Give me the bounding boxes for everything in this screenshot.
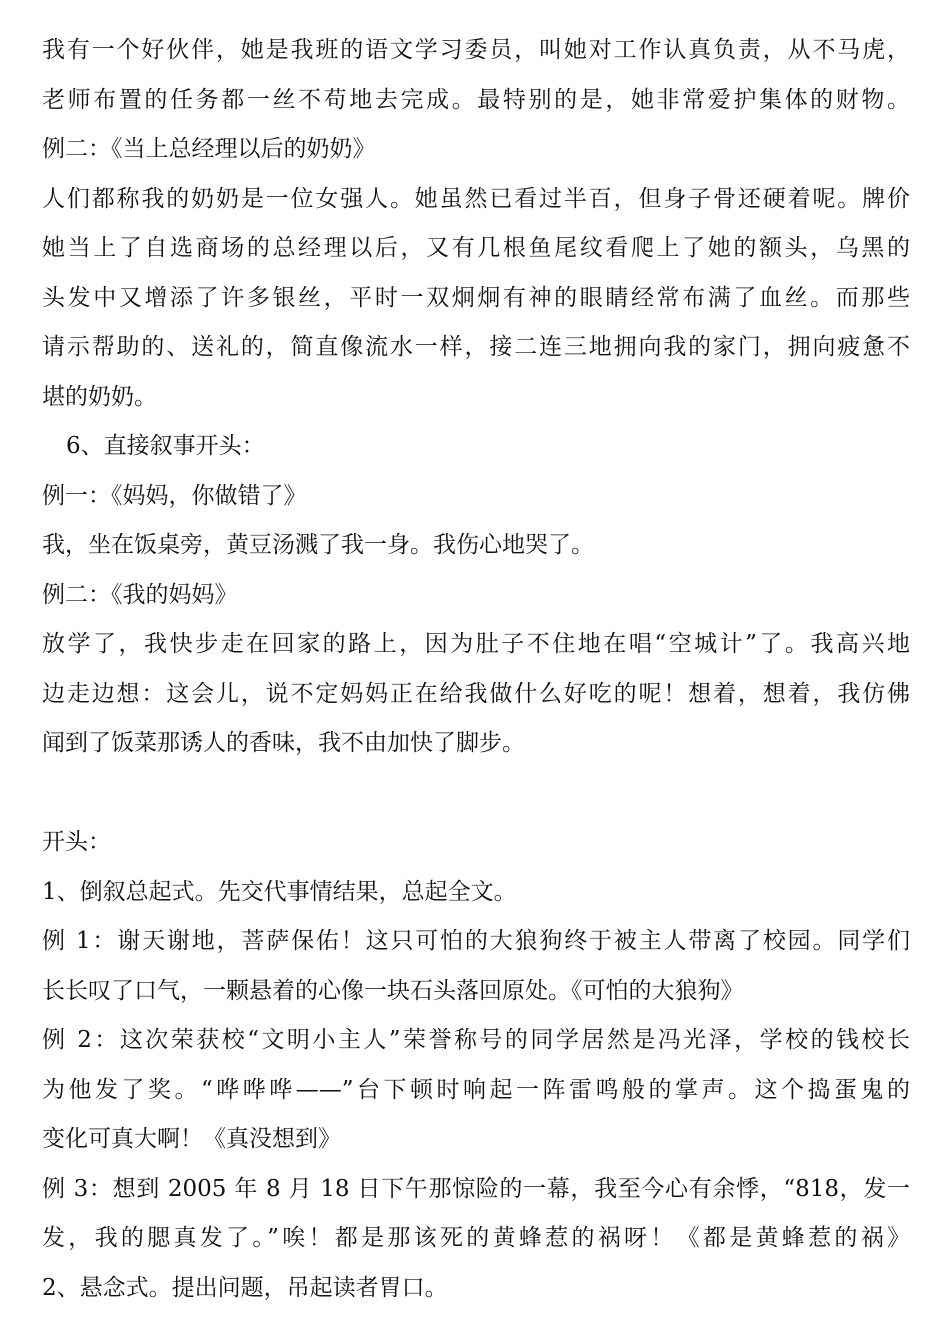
text-line: 例二：《当上总经理以后的奶奶》 [42, 136, 376, 162]
text-line: 1、倒叙总起式。先交代事情结果，总起全文。 [42, 878, 517, 905]
text-line: 堪的奶奶。 [42, 383, 157, 410]
text-line: 闻到了饭菜那诱人的香味，我不由加快了脚步。 [42, 730, 525, 756]
text-line: 变化可真大啊！《真没想到》 [42, 1126, 341, 1152]
text-line: 边走边想：这会儿，说不定妈妈正在给我做什么好吃的呢！想着，想着，我仿佛 [42, 680, 910, 707]
text-line: 例一：《妈妈，你做错了》 [42, 482, 307, 509]
text-line: 例二：《我的妈妈》 [42, 581, 238, 608]
text-line: 例 2：这次荣获校“文明小主人”荣誉称号的同学居然是冯光泽，学校的钱校长 [42, 1027, 910, 1053]
text-line: 长长叹了口气，一颗悬着的心像一块石头落回原处。《可怕的大狼狗》 [42, 977, 744, 1004]
text-line: 放学了，我快步走在回家的路上，因为肚子不住地在唱“空城计”了。我高兴地 [42, 631, 910, 657]
text-line: 例 1：谢天谢地，菩萨保佑！这只可怕的大狼狗终于被主人带离了校园。同学们 [42, 928, 910, 954]
text-line: 2、悬念式。提出问题，吊起读者胃口。 [42, 1274, 448, 1301]
text-line: 头发中又增添了许多银丝，平时一双炯炯有神的眼睛经常布满了血丝。而那些 [42, 284, 910, 311]
text-line: 发，我的腮真发了。”唉！都是那该死的黄蜂惹的祸呀！《都是黄蜂惹的祸》 [42, 1225, 910, 1251]
text-line: 6、直接叙事开头： [66, 433, 265, 459]
text-line: 人们都称我的奶奶是一位女强人。她虽然已看过半百，但身子骨还硬着呢。牌价 [42, 185, 910, 212]
text-line: 她当上了自选商场的总经理以后，又有几根鱼尾纹看爬上了她的额头，乌黑的 [42, 235, 910, 261]
text-line: 老师布置的任务都一丝不苟地去完成。最特别的是，她非常爱护集体的财物。 [42, 86, 910, 113]
text-line: 我有一个好伙伴，她是我班的语文学习委员，叫她对工作认真负责，从不马虎， [42, 37, 910, 63]
text-line: 为他发了奖。“哗哗哗——”台下顿时响起一阵雷鸣般的掌声。这个捣蛋鬼的 [42, 1076, 910, 1103]
text-line: 开头： [42, 829, 111, 855]
text-line: 请示帮助的、送礼的，简直像流水一样，接二连三地拥向我的家门，拥向疲惫不 [42, 334, 910, 360]
document-body [42, 26, 910, 1313]
text-line: 我，坐在饭桌旁，黄豆汤溅了我一身。我伤心地哭了。 [42, 532, 594, 558]
text-line: 例 3：想到 2005 年 8 月 18 日下午那惊险的一幕，我至今心有余悸，“818，发一 [42, 1175, 910, 1202]
blank-line [42, 769, 910, 819]
